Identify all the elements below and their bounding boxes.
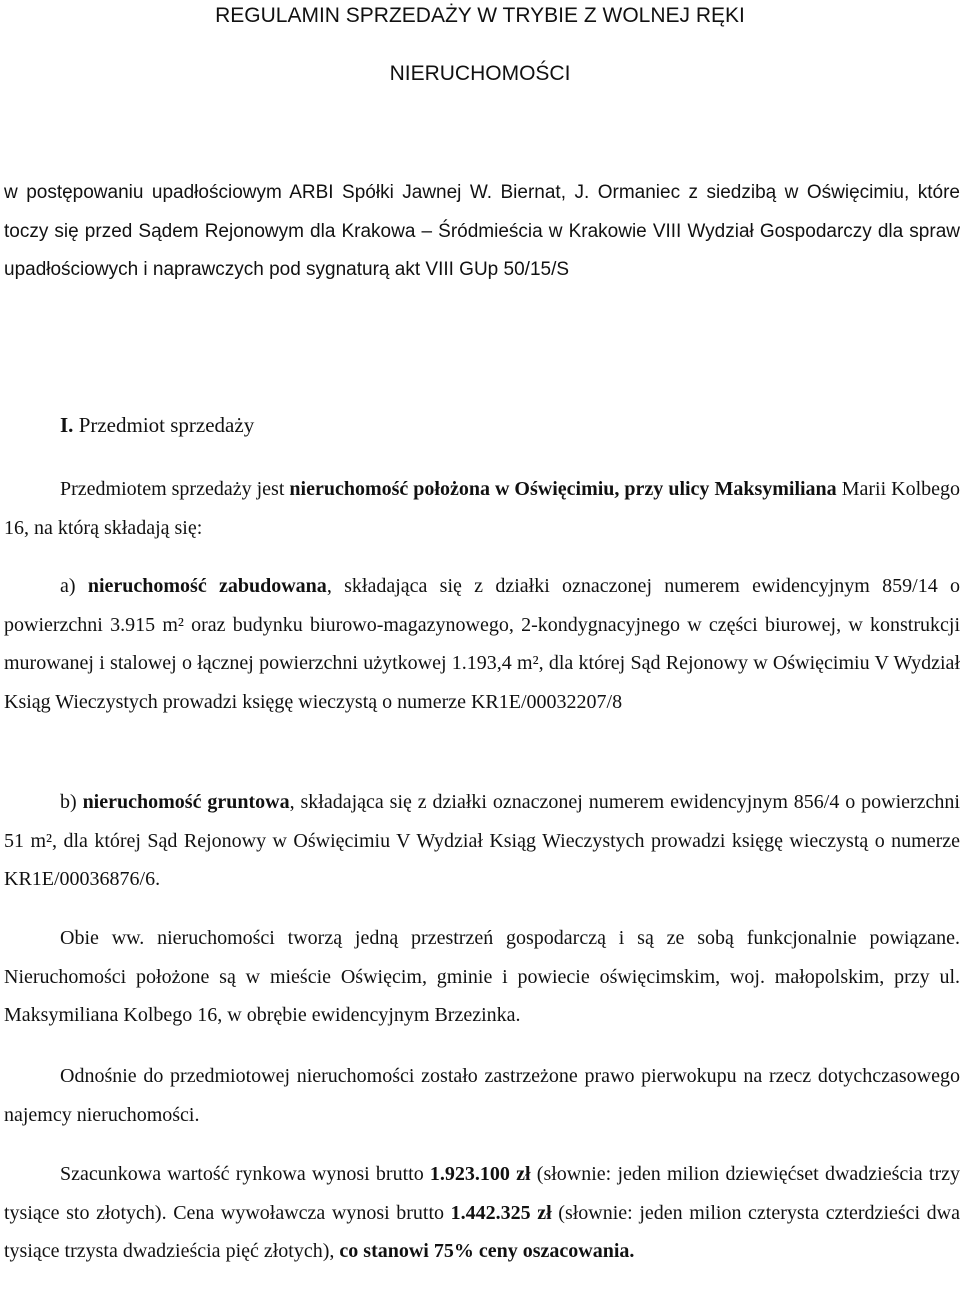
intro-paragraph: w postępowaniu upadłościowym ARBI Spółki Jawnej W. Biernat, J. Ormaniec z siedzibą w Oświęcimiu, które toczy się przed Sądem Rejonowym dla Krakowa – Śródmieścia w Krakowie VIII Wydział Gospodarczy dla spraw upadłościowych i naprawczych pod sygnaturą akt VIII GUp 50/15/S — [4, 182, 960, 280]
bold-run: nieruchomość zabudowana — [87, 575, 327, 597]
paragraph-valuation — [4, 1155, 960, 1271]
text-run: , składająca się z działki oznaczonej numerem ewidencyjnym 856/4 o powierzchni 51 m², dla której Sąd Rejonowy w Oświęcimiu V Wydział Ksiąg Wieczystych prowadzi księgę wieczystą o numerze KR1E/00036876/6. — [4, 791, 960, 890]
bold-run: nieruchomość gruntowa — [82, 791, 290, 813]
section-title: Przedmiot sprzedaży — [78, 413, 255, 437]
paragraph-item-b — [4, 783, 960, 899]
section-number: I. — [60, 413, 74, 437]
text-run: , składająca się z działki oznaczonej numerem ewidencyjnym 859/14 o powierzchni 3.915 m² oraz budynku biurowo-magazynowego, 2-kondygnacyjnego w części biurowej, w konstrukcji murowanej i stalowej o łącznej powierzchni użytkowej 1.193,4 m², dla której Sąd Rejonowy w Oświęcimiu V Wydział Ksiąg Wieczystych prowadzi księgę wieczystą o numerze KR1E/00032207/8 — [4, 575, 960, 713]
text-run: (słownie: jeden milion dziewięćset dwadzieścia trzy tysiące sto złotych). Cena wywoławcza wynosi brutto — [4, 1163, 960, 1224]
document-subtitle: NIERUCHOMOŚCI — [389, 62, 571, 85]
paragraph-item-a — [4, 567, 960, 721]
bold-value: 1.923.100 zł — [429, 1163, 531, 1185]
section-heading — [60, 411, 254, 439]
list-marker: a) — [60, 575, 88, 597]
text-run: Obie ww. nieruchomości tworzą jedną przestrzeń gospodarczą i są ze sobą funkcjonalnie powiązane. Nieruchomości położone są w mieście Oświęcim, gminie i powiecie oświęcimskim, woj. małopolskim, przy ul. Maksymiliana Kolbego 16, w obrębie ewidencyjnym Brzezinka. — [4, 927, 960, 1026]
text-run: Odnośnie do przedmiotowej nieruchomości zostało zastrzeżone prawo pierwokupu na rzecz dotychczasowego najemcy nieruchomości. — [4, 1065, 960, 1126]
document-title: REGULAMIN SPRZEDAŻY W TRYBIE Z WOLNEJ RĘKI — [215, 4, 745, 27]
paragraph-subject — [4, 470, 960, 547]
list-marker: b) — [60, 791, 83, 813]
text-run: Przedmiotem sprzedaży jest — [60, 478, 290, 500]
paragraph-preemption — [4, 1057, 960, 1134]
text-run: (słownie: jeden milion czterysta czterdzieści dwa tysiące trzysta dwadzieścia pięć złotych), — [4, 1201, 960, 1262]
text-run: Marii Kolbego 16, na którą składają się: — [4, 478, 960, 539]
bold-run: co stanowi 75% ceny oszacowania. — [339, 1240, 635, 1262]
paragraph-functional — [4, 919, 960, 1035]
text-run: Szacunkowa wartość rynkowa wynosi brutto — [60, 1163, 430, 1185]
bold-run: nieruchomość położona w Oświęcimiu, przy ulicy Maksymiliana — [289, 478, 837, 500]
bold-value: 1.442.325 zł — [450, 1201, 552, 1224]
